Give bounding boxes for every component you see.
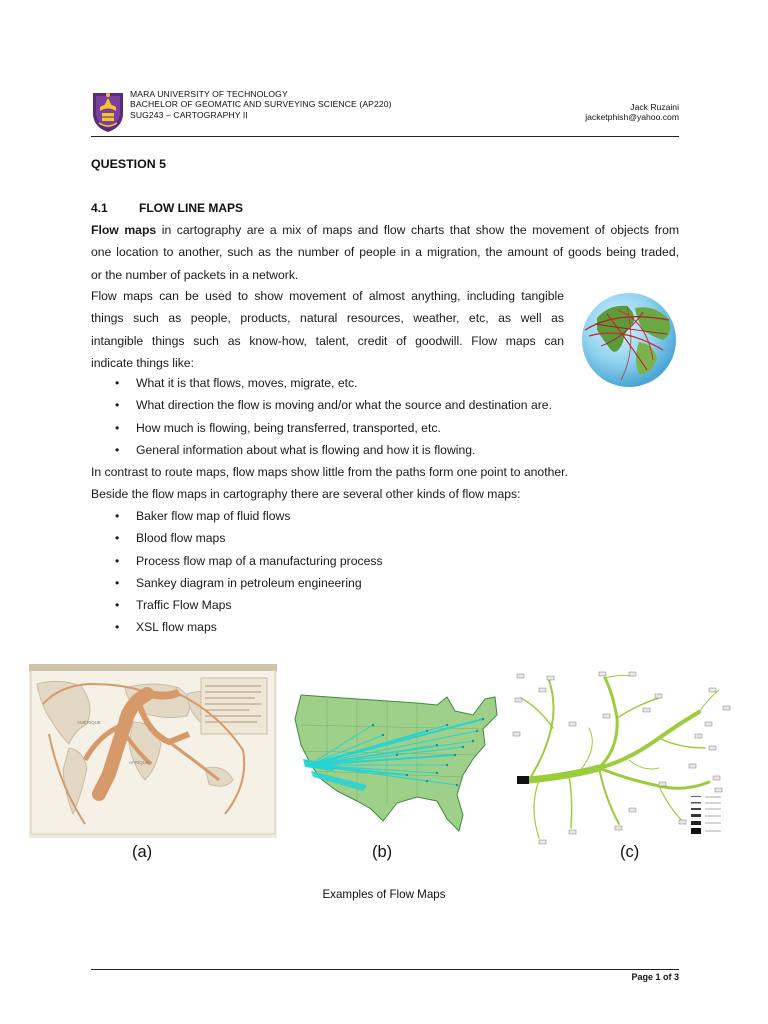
node-label-box <box>715 788 722 792</box>
node-label-box <box>513 732 520 736</box>
intro-paragraph <box>91 219 679 286</box>
list-item: • Blood flow maps <box>115 527 383 549</box>
bullet-icon: • <box>115 598 120 613</box>
node-label-box <box>629 808 636 812</box>
flow-branch <box>529 768 599 780</box>
node-label-box <box>659 782 666 786</box>
flow-branch <box>599 768 709 788</box>
flow-branch <box>699 690 719 712</box>
kinds-list <box>115 505 383 639</box>
node-label-box <box>689 764 696 768</box>
flow-branch <box>617 698 659 718</box>
flow-branch <box>605 675 633 678</box>
figure-c-label: (c) <box>620 843 640 861</box>
node-label-box <box>629 672 636 676</box>
node-label-box <box>695 734 702 738</box>
figure-b-label: (b) <box>372 843 393 861</box>
node-label-box <box>655 694 662 698</box>
bullet-icon: • <box>115 509 120 523</box>
node-label-box <box>569 830 576 834</box>
flow-branch <box>659 738 705 748</box>
intro-line-2: one location to another, such as the number of people in a migration, the amount of goods being traded, <box>91 245 679 260</box>
section-number: 4.1 <box>91 201 108 215</box>
figure-b-usa-flow-map <box>287 685 501 849</box>
page-number: Page 1 of 3 <box>631 972 679 982</box>
destination-dot <box>406 774 408 776</box>
node-label-box <box>713 776 720 780</box>
destination-dot <box>446 764 448 766</box>
node-label-box <box>705 722 712 726</box>
destination-dot <box>454 754 456 756</box>
course-name: SUG243 – CARTOGRAPHY II <box>130 109 248 120</box>
destination-dot <box>446 724 448 726</box>
university-name: MARA UNIVERSITY OF TECHNOLOGY <box>130 89 288 99</box>
intro-line-3: or the number of packets in a network. <box>91 267 299 282</box>
list-item: • General information about what is flowing and how it is flowing. <box>115 439 552 461</box>
flow-branch <box>569 776 572 828</box>
list-item: • Process flow map of a manufacturing process <box>115 550 383 572</box>
node-label-box <box>517 674 524 678</box>
flow-branch <box>529 680 554 780</box>
page-header <box>91 89 679 137</box>
bullet-icon: • <box>115 531 120 546</box>
flow-branch <box>599 678 617 768</box>
flow-branch <box>629 760 659 769</box>
contrast-paragraph: In contrast to route maps, flow maps show little from the paths form one point to another. <box>91 465 568 479</box>
destination-dot <box>472 740 474 742</box>
list-item: • What direction the flow is moving and/or what the source and destination are. <box>115 394 552 416</box>
destination-dot <box>456 784 458 786</box>
destination-dot <box>426 780 428 782</box>
node-label-box <box>539 840 546 844</box>
destination-dot <box>476 730 478 732</box>
flow-branch <box>534 780 539 838</box>
figure-a-migration-map <box>29 664 277 838</box>
program-name: BACHELOR OF GEOMATIC AND SURVEYING SCIENCE (AP220) <box>130 99 392 110</box>
figure-c-tree-flow-map <box>509 668 731 846</box>
paragraph-2 <box>91 285 564 374</box>
figure-caption: Examples of Flow Maps <box>322 888 446 901</box>
flow-branch <box>521 698 553 728</box>
destination-dot <box>482 718 484 720</box>
node-label-box <box>709 688 716 692</box>
footer-divider <box>91 969 679 970</box>
destination-dot <box>436 744 438 746</box>
para2-line-1: Flow maps can be used to show movement of almost anything, including tangible <box>91 289 564 303</box>
bullet-icon: • <box>115 376 120 390</box>
bullet-icon: • <box>115 442 120 457</box>
flow-branch <box>599 768 619 824</box>
para2-line-4: indicate things like: <box>91 355 194 370</box>
destination-dot <box>462 746 464 748</box>
figure-a-label: (a) <box>132 843 153 861</box>
node-label-box <box>643 708 650 712</box>
uitm-crest-icon <box>91 89 125 133</box>
destination-dot <box>396 754 398 756</box>
para2-line-2: things such as people, products, natural resources, weather, etc, as well as <box>91 311 564 326</box>
intro-line-1: in cartography are a mix of maps and flow charts that show the movement of objects from <box>161 223 679 237</box>
indicates-list <box>115 372 552 461</box>
bullet-icon: • <box>115 575 120 590</box>
node-label-box <box>569 722 576 726</box>
header-divider <box>91 136 679 137</box>
author-email[interactable]: jacketphish@yahoo.com <box>585 112 679 123</box>
list-item: • Traffic Flow Maps <box>115 594 383 616</box>
list-item: • What it is that flows, moves, migrate, etc. <box>115 372 552 394</box>
destination-dot <box>382 734 384 736</box>
svg-text:AMÉRIQUE: AMÉRIQUE <box>77 720 102 725</box>
globe-flow-image <box>577 290 681 390</box>
list-item: • XSL flow maps <box>115 616 383 638</box>
bullet-icon: • <box>115 398 120 413</box>
author-name: Jack Ruzaini <box>630 102 679 112</box>
destination-dot <box>436 772 438 774</box>
question-title: QUESTION 5 <box>91 157 167 171</box>
node-label-box <box>709 746 716 750</box>
destination-dot <box>372 724 374 726</box>
node-label-box <box>679 820 686 824</box>
node-label-box <box>599 672 606 676</box>
tree-legend <box>691 796 721 834</box>
node-label-box <box>603 714 610 718</box>
list-item: • Sankey diagram in petroleum engineering <box>115 572 383 594</box>
list-item: • How much is flowing, being transferred, transported, etc. <box>115 417 552 439</box>
node-label-box <box>547 676 554 680</box>
node-label-box <box>723 706 730 710</box>
node-label-box <box>615 826 622 830</box>
flow-branch <box>659 786 685 824</box>
bullet-icon: • <box>115 420 120 435</box>
bold-term: Flow maps <box>91 223 157 237</box>
section-title: FLOW LINE MAPS <box>139 201 243 215</box>
flow-branch <box>579 728 592 772</box>
destination-dot <box>426 730 428 732</box>
section-heading <box>91 201 243 215</box>
bullet-icon: • <box>115 553 120 568</box>
node-label-box <box>539 688 546 692</box>
beside-paragraph: Beside the flow maps in cartography there are several other kinds of flow maps: <box>91 487 521 501</box>
bullet-icon: • <box>115 620 120 635</box>
svg-text:AFRIQUE: AFRIQUE <box>129 760 150 765</box>
node-label-box <box>515 698 522 702</box>
para2-line-3: intangible things such as know-how, talent, credit of goodwill. Flow maps can <box>91 333 564 348</box>
list-item: • Baker flow map of fluid flows <box>115 505 383 527</box>
